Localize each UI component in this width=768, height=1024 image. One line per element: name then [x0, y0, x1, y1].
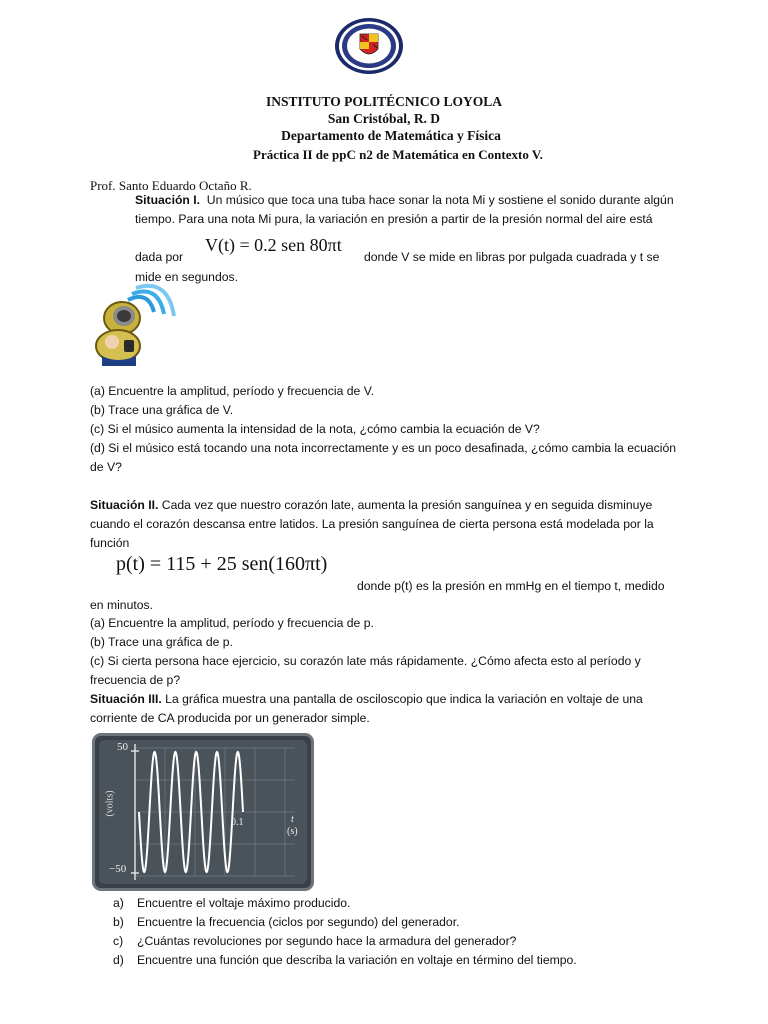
situation1-line1: Situación I. Un músico que toca una tuba hace sonar la nota Mi y sostiene el sonido durante algún — [135, 193, 674, 207]
t-axis-unit: (s) — [287, 826, 298, 837]
situation1-line2: tiempo. Para una nota Mi pura, la variación en presión a partir de la presión normal del aire está — [135, 212, 653, 226]
situation3-question-a-letter: a) — [113, 896, 124, 910]
situation1-given-by: dada por — [135, 250, 184, 264]
situation3-question-d-letter: d) — [113, 953, 124, 967]
situation2-question-b: (b) Trace una gráfica de p. — [90, 635, 233, 649]
situation1-question-b: (b) Trace una gráfica de V. — [90, 403, 234, 417]
situation2-line1: Situación II. Cada vez que nuestro corazón late, aumenta la presión sanguínea y en seguida disminuye — [90, 498, 653, 512]
situation1-where1: donde V se mide en libras por pulgada cuadrada y t se — [364, 250, 660, 264]
situation3-line2: corriente de CA producida por un generador simple. — [90, 711, 370, 725]
situation1-question-c: (c) Si el músico aumenta la intensidad de la nota, ¿cómo cambia la ecuación de V? — [90, 422, 540, 436]
situation2-line3: función — [90, 536, 130, 550]
situation1-question-a: (a) Encuentre la amplitud, período y frecuencia de V. — [90, 384, 375, 398]
situation2-where2: en minutos. — [90, 598, 154, 612]
situation3-question-b-letter: b) — [113, 915, 124, 929]
situation2-title: Situación II. — [90, 498, 159, 512]
professor-name: Prof. Santo Eduardo Octaño R. — [90, 178, 252, 193]
department: Departamento de Matemática y Física — [281, 128, 501, 143]
situation2-line2: cuando el corazón descansa entre latidos. La presión sanguínea de cierta persona está modelada por la — [90, 517, 654, 531]
y-max-label: 50 — [117, 741, 128, 753]
y-axis-label: (volts) — [104, 790, 116, 817]
situation3-line1: Situación III. La gráfica muestra una pantalla de osciloscopio que indica la variación en voltaje de una — [90, 692, 643, 706]
situation2-question-c-cont: frecuencia de p? — [90, 673, 181, 687]
situation1-where2: mide en segundos. — [135, 270, 238, 284]
institute-logo — [333, 16, 405, 76]
t-axis-label: t — [291, 814, 294, 825]
location: San Cristóbal, R. D — [327, 111, 441, 126]
situation3-question-a: Encuentre el voltaje máximo producido. — [137, 896, 351, 910]
situation1-title: Situación I. — [135, 193, 201, 207]
situation3-question-c-letter: c) — [113, 934, 124, 948]
oscilloscope-screen — [92, 733, 314, 891]
situation1-formula: V(t) = 0.2 sen 80πt — [205, 235, 342, 255]
situation2-formula: p(t) = 115 + 25 sen(160πt) — [116, 553, 328, 575]
institute-name: INSTITUTO POLITÉCNICO LOYOLA — [265, 94, 503, 109]
situation3-title: Situación III. — [90, 692, 162, 706]
situation2-question-a: (a) Encuentre la amplitud, período y frecuencia de p. — [90, 616, 374, 630]
situation1-question-d: (d) Si el músico está tocando una nota incorrectamente y es un poco desafinada, ¿cómo cambia la ecuación — [90, 441, 677, 455]
situation1-question-d-cont: de V? — [90, 460, 122, 474]
situation2-question-c: (c) Si cierta persona hace ejercicio, su corazón late más rápidamente. ¿Cómo afecta esto al período y — [90, 654, 641, 668]
situation2-where1: donde p(t) es la presión en mmHg en el tiempo t, medido — [357, 579, 665, 593]
situation3-question-c: ¿Cuántas revoluciones por segundo hace la armadura del generador? — [137, 934, 517, 948]
y-min-label: −50 — [109, 863, 127, 875]
practice-title: Práctica II de ppC n2 de Matemática en Contexto V. — [253, 147, 543, 162]
tuba-player-illustration — [88, 282, 178, 372]
t-tick-label: 0.1 — [231, 817, 244, 828]
situation3-question-b: Encuentre la frecuencia (ciclos por segundo) del generador. — [137, 915, 460, 929]
situation3-question-d: Encuentre una función que describa la variación en voltaje en término del tiempo. — [137, 953, 577, 967]
